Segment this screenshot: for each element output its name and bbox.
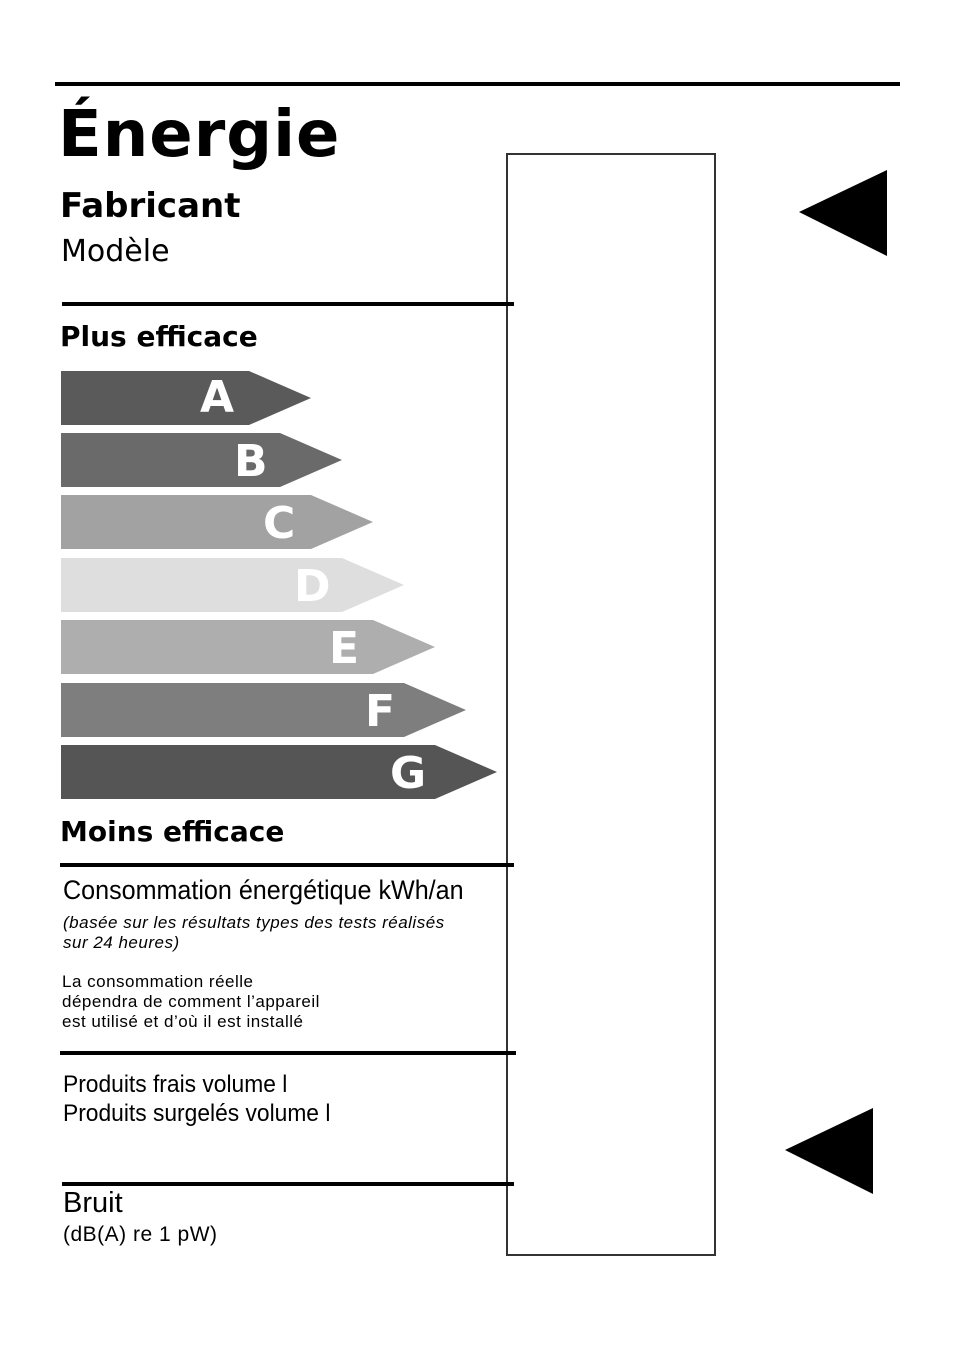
section-rule — [62, 1182, 514, 1186]
consumption-label: Consommation énergétique kWh/an — [63, 875, 464, 905]
bar-shape — [61, 433, 342, 487]
efficiency-bar-d — [61, 558, 406, 612]
actual-consumption-line1: La consommation réelle — [62, 972, 254, 991]
consumption-note-line2: sur 24 heures) — [63, 933, 180, 952]
consumption-note-line1: (basée sur les résultats types des tests réalisés — [63, 913, 445, 932]
class-letter-c: C — [263, 498, 296, 549]
bar-shape — [61, 495, 373, 549]
efficiency-bar-b — [61, 433, 344, 487]
frozen-volume-label: Produits surgelés volume l — [63, 1100, 331, 1127]
efficiency-bar-g — [61, 745, 499, 799]
actual-consumption-line3: est utilisé et d’où il est installé — [62, 1012, 304, 1031]
bar-shape — [61, 745, 497, 799]
most-efficient-label: Plus efficace — [60, 320, 258, 353]
section-rule — [60, 1051, 516, 1055]
class-letter-a: A — [200, 372, 235, 423]
class-letter-f: F — [365, 686, 396, 737]
efficiency-bar-e — [61, 620, 437, 674]
left-triangle-icon — [783, 1106, 875, 1198]
efficiency-bar-f — [61, 683, 468, 737]
noise-label: Bruit — [63, 1187, 123, 1219]
actual-consumption-line2: dépendra de comment l’appareil — [62, 992, 320, 1011]
left-triangle-icon — [797, 168, 889, 260]
noise-unit: (dB(A) re 1 pW) — [63, 1223, 218, 1246]
class-letter-e: E — [329, 623, 360, 674]
manufacturer-label: Fabricant — [60, 186, 241, 226]
least-efficient-label: Moins efficace — [60, 815, 285, 848]
section-rule — [62, 302, 514, 306]
top-rule — [55, 82, 900, 86]
class-letter-b: B — [234, 436, 268, 487]
class-letter-d: D — [294, 561, 331, 612]
bar-shape — [61, 558, 404, 612]
section-rule — [60, 863, 514, 867]
efficiency-bar-a — [61, 371, 313, 425]
class-letter-g: G — [390, 748, 427, 799]
value-column-box — [506, 153, 716, 1256]
fresh-volume-label: Produits frais volume l — [63, 1071, 288, 1098]
bar-shape — [61, 371, 311, 425]
bar-shape — [61, 620, 435, 674]
efficiency-bar-c — [61, 495, 375, 549]
label-title: Énergie — [58, 98, 341, 172]
model-label: Modèle — [61, 234, 170, 269]
bar-shape — [61, 683, 466, 737]
